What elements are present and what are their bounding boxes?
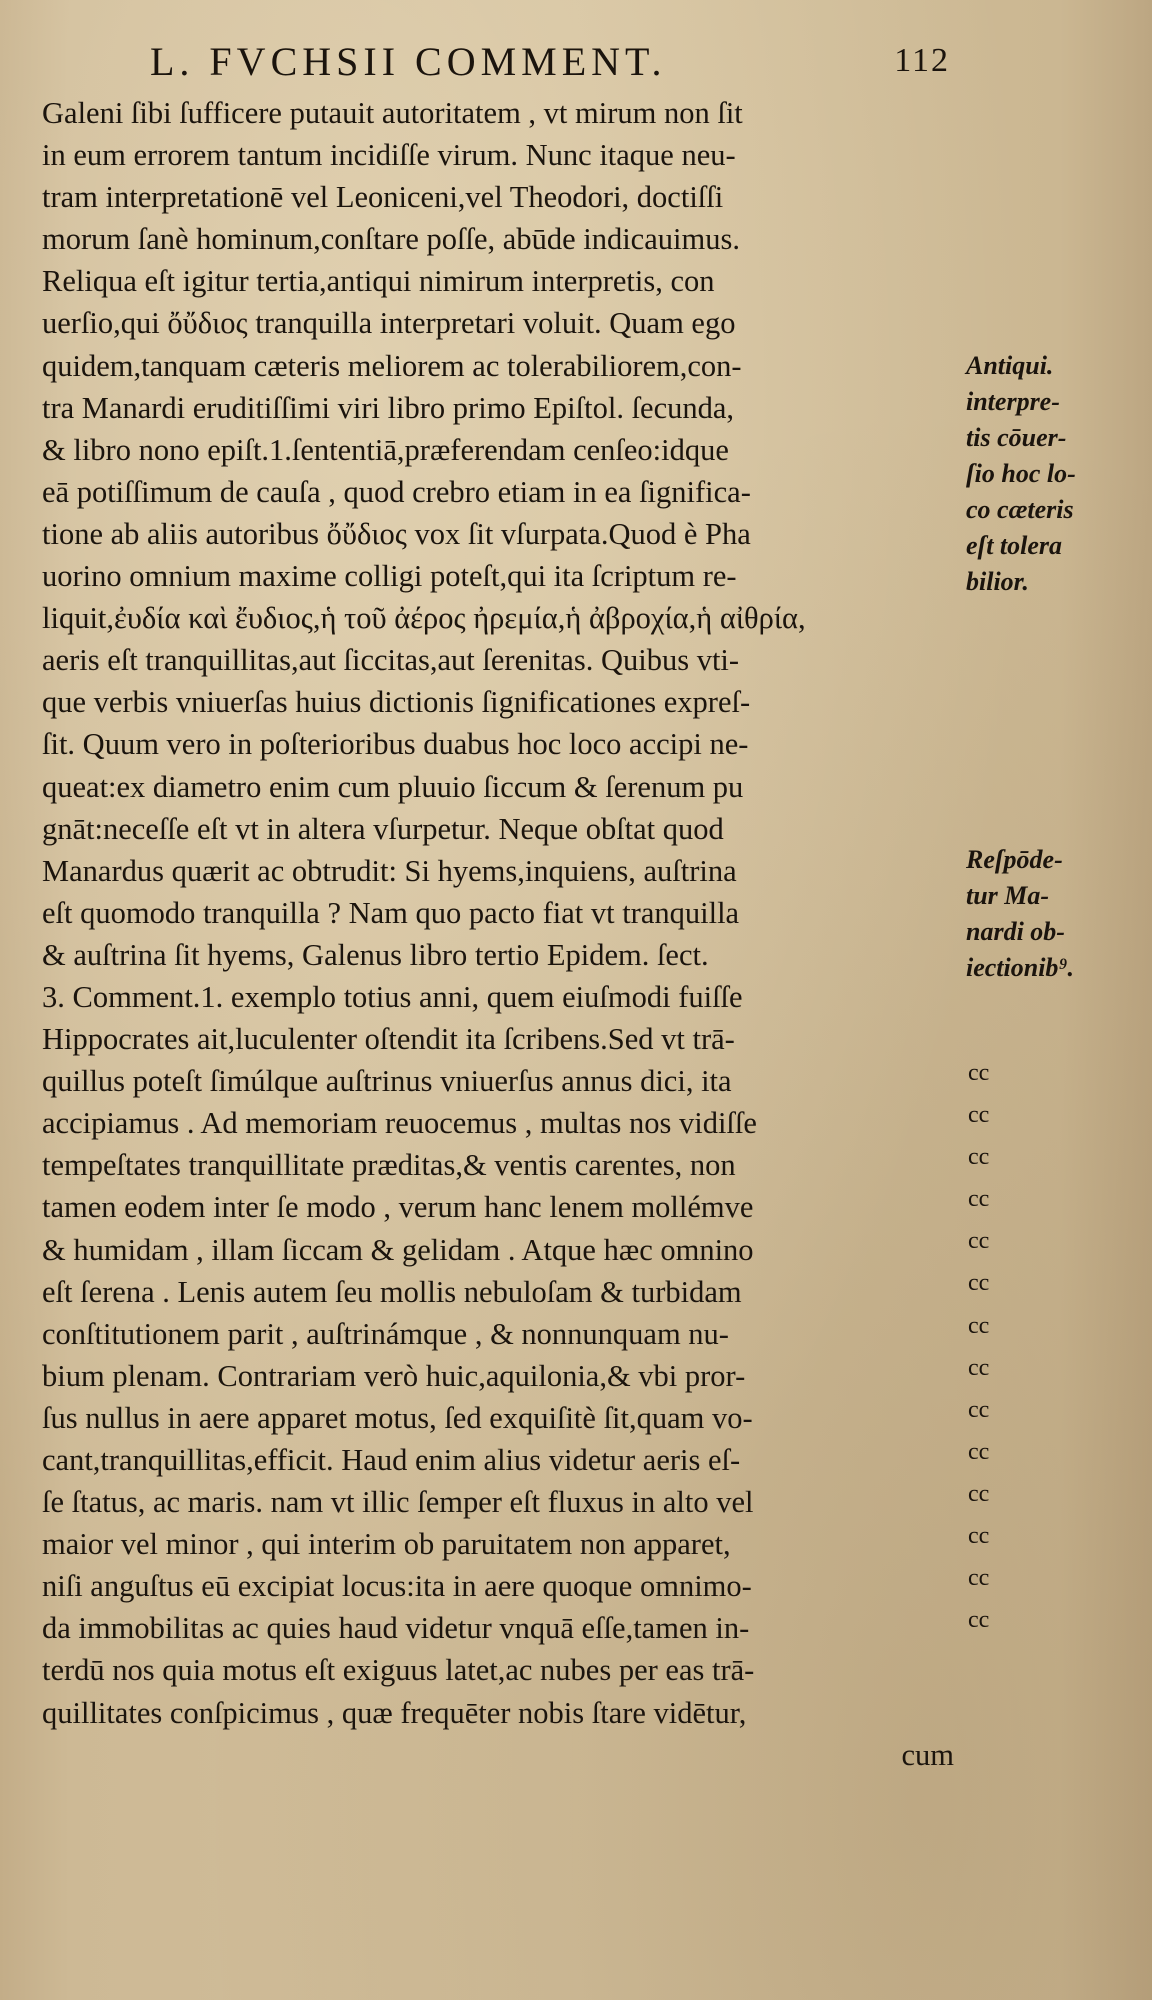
quote-mark: cc [968,1228,990,1255]
marginal-line: Reſpōde- [966,845,1063,874]
text-line: quidem,tanquam cæteris meliorem ac tolerabiliorem,con- [42,348,742,383]
marginal-line: tur Ma- [966,881,1050,910]
text-line: tram interpretationē vel Leoniceni,vel Theodori, doctiſſi [42,180,724,215]
text-line: terdū nos quia motus eſt exiguus latet,ac nubes per eas trā- [42,1653,755,1688]
marginal-line: eſt tolera [966,531,1063,560]
text-line: Galeni ſibi ſufficere putauit autoritatem , vt mirum non ſit [42,96,743,130]
marginal-line: interpre- [966,387,1060,416]
marginal-note-antiqui [966,348,1146,600]
main-text-block [42,92,954,1776]
quote-mark: cc [968,1060,990,1086]
marginal-line: iectionib⁹. [966,953,1074,982]
text-line: bium plenam. Contrariam verò huic,aquilonia,& vbi pror- [42,1358,746,1393]
text-line: morum ſanè hominum,conſtare poſſe, abūde indicauimus. [42,222,740,257]
marginal-line: co cæteris [966,495,1074,524]
running-head [150,38,950,88]
text-line: tempeſtates tranquillitate præditas,& ventis carentes, non [42,1148,736,1183]
text-line: tione ab aliis autoribus ὄὔδιος vox ſit vſurpata.Quod è Pha [42,516,751,551]
text-line: maior vel minor , qui interim ob paruitatem non apparet, [42,1527,731,1562]
text-line: ſus nullus in aere apparet motus, ſed exquiſitè ſit,quam vo- [42,1400,753,1435]
marginal-line: Antiqui. [966,351,1054,380]
text-line: Manardus quærit ac obtrudit: Si hyems,inquiens, auſtrina [42,853,737,888]
text-line: liquit,ἐυδία καὶ ἔυδιος,ἡ τοῦ ἀέρος ἠρεμία,ἡ ἀβροχία,ἡ αἰθρία, [42,601,806,636]
text-line: quillus poteſt ſimúlque auſtrinus vniuerſus annus dici, ita [42,1064,732,1099]
text-line: 3. Comment.1. exemplo totius anni, quem eiuſmodi fuiſſe [42,979,743,1014]
marginal-line: nardi ob- [966,917,1065,946]
quote-mark: cc [968,1438,990,1465]
marginal-line: tis cōuer- [966,423,1067,452]
text-line: & humidam , illam ſiccam & gelidam . Atque hæc omnino [42,1232,754,1267]
text-line: conſtitutionem parit , auſtrinámque , & nonnunquam nu- [42,1316,729,1351]
text-line: & libro nono epiſt.1.ſententiā,præferendam cenſeo:idque [42,432,729,467]
text-line: eſt quomodo tranquilla ? Nam quo pacto fiat vt tranquilla [42,895,740,930]
text-line: da immobilitas ac quies haud videtur vnquā eſſe,tamen in- [42,1611,750,1646]
quote-mark: cc [968,1480,990,1507]
catchword: cum [901,1737,954,1772]
quote-mark: cc [968,1270,990,1297]
text-line: cant,tranquillitas,efficit. Haud enim alius videtur aeris eſ- [42,1443,741,1477]
text-line: tamen eodem inter ſe modo , verum hanc lenem mollémve [42,1190,754,1225]
text-line: Reliqua eſt igitur tertia,antiqui nimirum interpretis, con [42,264,715,299]
marginal-line: ſio hoc lo- [966,459,1076,488]
text-line: uerſio,qui ὄὔδιος tranquilla interpretari voluit. Quam ego [42,306,736,341]
text-line: & auſtrina ſit hyems, Galenus libro tertio Epidem. ſect. [42,937,709,972]
text-line: Hippocrates ait,luculenter oſtendit ita ſcribens.Sed vt trā- [42,1022,735,1057]
quote-mark: cc [968,1565,990,1592]
running-title: L. FVCHSII COMMENT. [150,39,667,84]
text-line: uorino omnium maxime colligi poteſt,qui ita ſcriptum re- [42,559,737,594]
text-line: que verbis vniuerſas huius dictionis ſignificationes expreſ- [42,685,751,720]
quote-mark: cc [968,1186,990,1213]
text-line: niſi anguſtus eū excipiat locus:ita in aere quoque omnimo- [42,1569,752,1604]
marginal-line: bilior. [966,567,1029,596]
quote-mark: cc [968,1523,990,1550]
text-line: eā potiſſimum de cauſa , quod crebro etiam in ea ſignifica- [42,474,751,509]
text-line: eſt ſerena . Lenis autem ſeu mollis nebuloſam & turbidam [42,1274,742,1309]
quote-mark: cc [968,1312,990,1339]
page-number: 112 [894,42,950,79]
quote-mark: cc [968,1354,990,1381]
quote-mark: cc [968,1102,990,1129]
text-line: accipiamus . Ad memoriam reuocemus , multas nos vidiſſe [42,1106,757,1141]
text-line: ſe ſtatus, ac maris. nam vt illic ſemper eſt fluxus in alto vel [42,1485,754,1520]
marginal-note-respondetur [966,842,1146,986]
quote-mark: cc [968,1144,990,1171]
quote-mark: cc [968,1607,990,1634]
text-line: queat:ex diametro enim cum pluuio ſiccum & ſerenum pu [42,769,744,804]
text-line: quillitates conſpicimus , quæ frequēter nobis ſtare vidētur, [42,1695,747,1730]
text-line: in eum errorem tantum incidiſſe virum. Nunc itaque neu- [42,138,736,173]
text-line: tra Manardi eruditiſſimi viri libro primo Epiſtol. ſecunda, [42,390,735,425]
quote-mark: cc [968,1396,990,1423]
quotation-marks-column [968,1052,1028,1641]
text-line: ſit. Quum vero in poſterioribus duabus hoc loco accipi ne- [42,727,749,762]
text-line: aeris eſt tranquillitas,aut ſiccitas,aut ſerenitas. Quibus vti- [42,643,740,678]
text-line: gnāt:neceſſe eſt vt in altera vſurpetur. Neque obſtat quod [42,811,724,846]
